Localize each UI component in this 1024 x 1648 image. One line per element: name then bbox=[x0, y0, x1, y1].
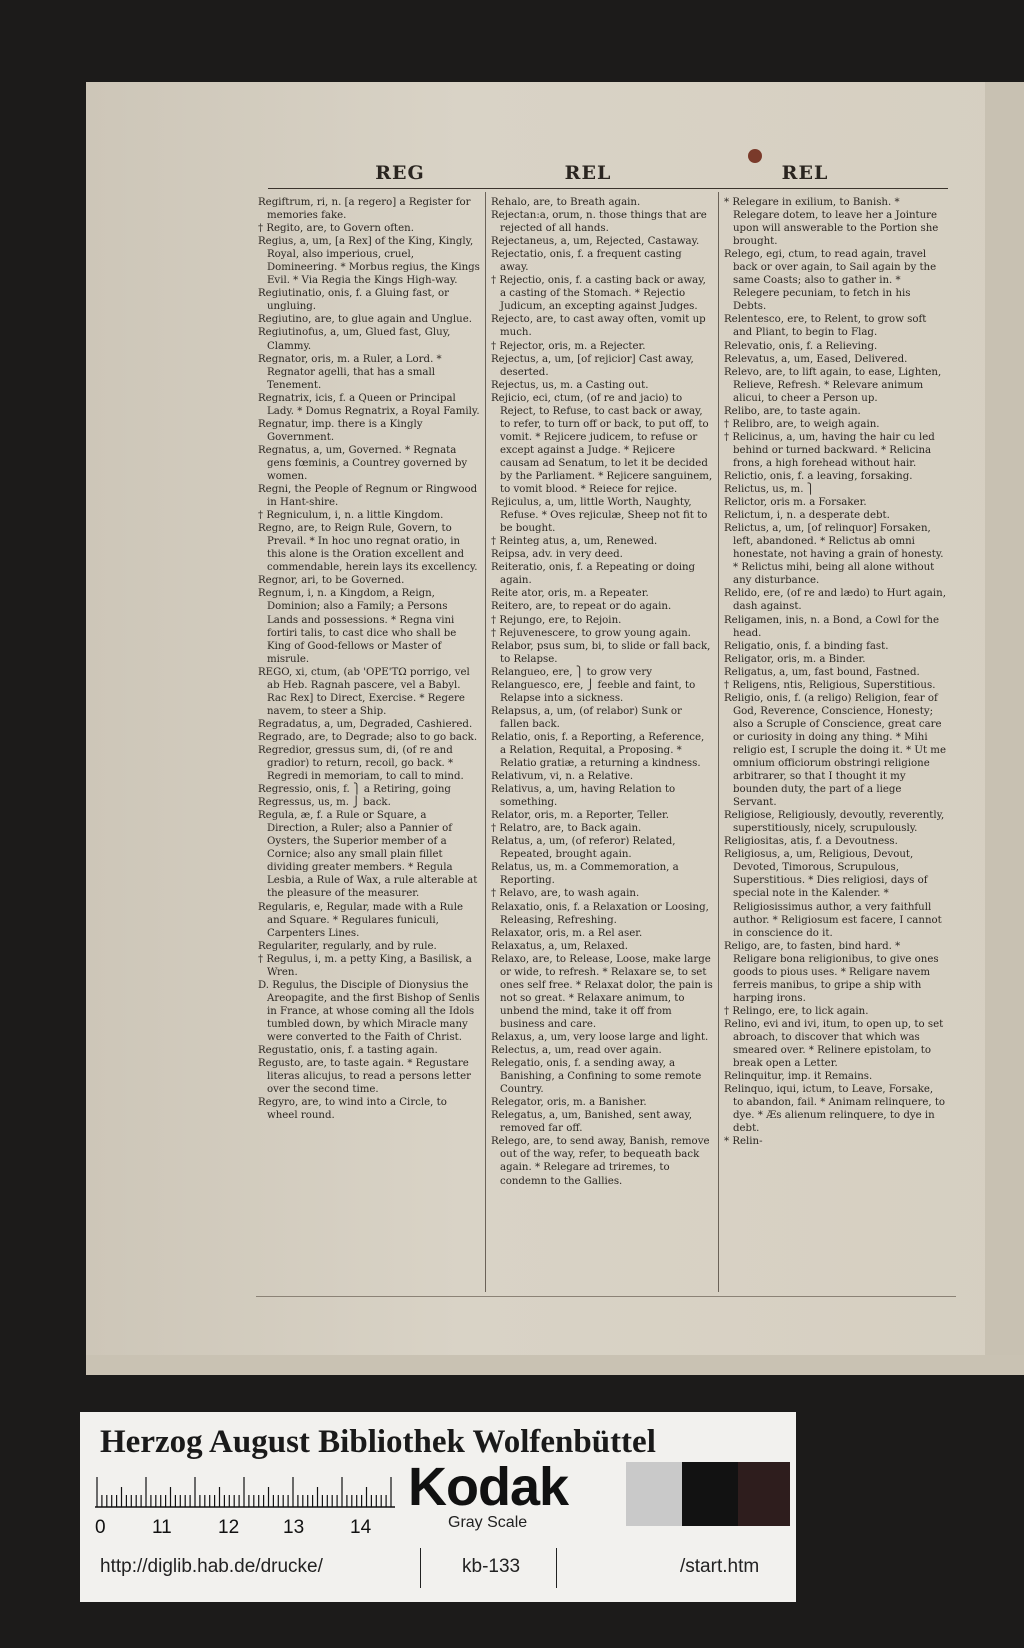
separator bbox=[420, 1548, 421, 1588]
dictionary-entry: Relaxatio, onis, f. a Relaxation or Loosing, Releasing, Refreshing. bbox=[491, 901, 709, 926]
dictionary-entry: Regni, the People of Regnum or Ringwood in Hant-shire. bbox=[258, 484, 478, 509]
dictionary-entry: Regnatrix, icis, f. a Queen or Principal Lady. * Domus Regnatrix, a Royal Family. bbox=[258, 392, 480, 417]
dictionary-entry: Religatio, onis, f. a binding fast. bbox=[724, 640, 889, 652]
dictionary-entry: † Reinteg atus, a, um, Renewed. bbox=[491, 536, 658, 548]
gray-patch-light bbox=[626, 1462, 682, 1526]
ruler-number: 13 bbox=[283, 1517, 305, 1538]
dictionary-entry: Relictio, onis, f. a leaving, forsaking. bbox=[724, 470, 913, 482]
dictionary-entry: Rejectus, us, m. a Casting out. bbox=[491, 379, 649, 391]
dictionary-entry: Regulariter, regularly, and by rule. bbox=[258, 940, 437, 952]
dictionary-entry: Relatus, a, um, (of referor) Related, Repeated, brought again. bbox=[491, 836, 676, 861]
dictionary-entry: Regressio, onis, f. ⎫ a Retiring, going bbox=[258, 784, 451, 796]
dictionary-entry: REGO, xi, ctum, (ab 'OPE'TΩ porrigo, vel ab Heb. Ragnah pascere, vel a Babyl. Rac Rex] to Direct, Exercise. * Regere navem, to steer a Ship. bbox=[258, 666, 470, 717]
gray-patch-dark bbox=[682, 1462, 738, 1526]
dictionary-entry: Relevo, are, to lift again, to ease, Lighten, Relieve, Refresh. * Relevare animum alicui, to cheer a Person up. bbox=[724, 366, 942, 404]
dictionary-entry: Regno, are, to Reign Rule, Govern, to Prevail. * In hoc uno regnat oratio, in this alone is the Oration excellent and commendable, herein lays its excellency. bbox=[258, 523, 478, 574]
dictionary-entry: Religator, oris, m. a Binder. bbox=[724, 653, 866, 665]
dictionary-entry: † Rejungo, ere, to Rejoin. bbox=[491, 614, 622, 626]
dictionary-entry: Relentesco, ere, to Relent, to grow soft and Pliant, to begin to Flag. bbox=[724, 314, 927, 339]
dictionary-entry: Regradatus, a, um, Degraded, Cashiered. bbox=[258, 718, 473, 730]
dictionary-entry: Rejecto, are, to cast away often, vomit up much. bbox=[491, 314, 706, 339]
header-rule bbox=[268, 188, 948, 189]
dictionary-entry: Regnator, oris, m. a Ruler, a Lord. * Regnator agelli, that has a small Tenement. bbox=[258, 353, 442, 391]
column-divider bbox=[485, 192, 486, 1292]
dictionary-entry: Relaxo, are, to Release, Loose, make large or wide, to refresh. * Relaxare se, to set ones self free. * Relaxat dolor, the pain is not so great. * Relaxare animum, to unbend the mind, take it off from business and care. bbox=[491, 953, 713, 1030]
dictionary-entry: Regusto, are, to taste again. * Regustare literas alicujus, to read a persons letter over the second time. bbox=[258, 1058, 472, 1096]
dictionary-entry: Regnatur, imp. there is a Kingly Government. bbox=[258, 418, 423, 443]
header-right: REL bbox=[781, 162, 829, 184]
dictionary-entry: Relictus, a, um, [of relinquor] Forsaken, left, abandoned. * Relictus ab omni honestate, not having a grain of honesty. * Relictus mihi, being all alone without any disturbance. bbox=[724, 523, 944, 587]
dictionary-entry: Religamen, inis, n. a Bond, a Cowl for the head. bbox=[724, 614, 940, 639]
ruler-number: 12 bbox=[218, 1517, 240, 1538]
dictionary-entry: Relegatio, onis, f. a sending away, a Banishing, a Confining to some remote Country. bbox=[491, 1058, 702, 1096]
column-right bbox=[724, 196, 946, 1304]
dictionary-entry: † Rejectio, onis, f. a casting back or away, a casting of the Stomach. * Rejectio Judicum, an excepting against Judges. bbox=[491, 275, 706, 313]
dictionary-entry: Relanguesco, ere, ⎭ feeble and faint, to Relapse into a sickness. bbox=[491, 679, 696, 704]
ink-spot bbox=[748, 149, 762, 163]
dictionary-entry: Relibo, are, to taste again. bbox=[724, 405, 861, 417]
dictionary-entry: † Regniculum, i, n. a little Kingdom. bbox=[258, 510, 444, 522]
dictionary-entry: Regula, æ, f. a Rule or Square, a Direction, a Ruler; also a Pannier of Oysters, the Superior member of a Cornice; also any small plain fillet dividing greater members. * Regula Lesbia, a Rule of Wax, a rule alterable at the pleasure of the measurer. bbox=[258, 810, 478, 900]
dictionary-entry: Reiteratio, onis, f. a Repeating or doing again. bbox=[491, 562, 696, 587]
dictionary-entry: Relictum, i, n. a desperate debt. bbox=[724, 510, 890, 522]
header-left: REG bbox=[375, 162, 425, 184]
separator bbox=[556, 1548, 557, 1588]
dictionary-entry: Regnor, ari, to be Governed. bbox=[258, 575, 405, 587]
dictionary-entry: † Relibro, are, to weigh again. bbox=[724, 418, 880, 430]
dictionary-entry: * Relin- bbox=[724, 1136, 763, 1148]
dictionary-entry: Religiose, Religiously, devoutly, reverently, superstitiously, nicely, scrupulously. bbox=[724, 810, 945, 835]
dictionary-entry: Relativum, vi, n. a Relative. bbox=[491, 771, 634, 783]
ruler-number: 11 bbox=[152, 1517, 172, 1538]
dictionary-entry: Rejicio, eci, ctum, (of re and jacio) to Reject, to Refuse, to cast back or away, to refer, to turn off or back, to put off, to vomit. * Rejicere judicem, to refuse or except against a Judge. * Rejicere causam ad Senatum, to let it be decided by the Parliament. * Rejicere sanguinem, to vomit blood. * Reiece for rejice. bbox=[491, 392, 713, 496]
dictionary-entry: Relevatus, a, um, Eased, Delivered. bbox=[724, 353, 908, 365]
dictionary-entry: Regressus, us, m. ⎭ back. bbox=[258, 797, 391, 809]
dictionary-entry: Relangueo, ere, ⎫ to grow very bbox=[491, 666, 652, 678]
dictionary-entry: Reipsa, adv. in very deed. bbox=[491, 549, 623, 561]
dictionary-entry: Relinquitur, imp. it Remains. bbox=[724, 1071, 873, 1083]
dictionary-entry: Relatio, onis, f. a Reporting, a Reference, a Relation, Requital, a Proposing. * Relatio gratiæ, a returning a kindness. bbox=[491, 731, 705, 770]
dictionary-entry: Relegator, oris, m. a Banisher. bbox=[491, 1097, 647, 1109]
library-title: Herzog August Bibliothek Wolfenbüttel bbox=[100, 1424, 656, 1460]
dictionary-entry: Relino, evi and ivi, itum, to open up, to set abroach, to discover that which was smeared over. * Relinere epistolam, to break open a Letter. bbox=[724, 1018, 944, 1070]
ruler-number: 0 bbox=[95, 1517, 106, 1538]
dictionary-entry: † Regito, are, to Govern often. bbox=[258, 223, 414, 235]
dictionary-entry: Regiftrum, ri, n. [a regero] a Register for memories fake. bbox=[258, 197, 471, 222]
start-page-path: /start.htm bbox=[680, 1556, 760, 1577]
dictionary-entry: Relinquo, iqui, ictum, to Leave, Forsake, to abandon, fail. * Animam relinquere, to dye. * Æs alienum relinquere, to dye in debt. bbox=[724, 1084, 946, 1135]
facing-page-edge bbox=[985, 82, 1024, 1372]
dictionary-entry: Rejectatio, onis, f. a frequent casting away. bbox=[491, 249, 682, 274]
column-middle bbox=[491, 196, 713, 1304]
dictionary-entry: † Regulus, i, m. a petty King, a Basilisk, a Wren. bbox=[258, 953, 472, 978]
dictionary-entry: Relegatus, a, um, Banished, sent away, removed far off. bbox=[491, 1110, 693, 1135]
dictionary-entry: † Rejector, oris, m. a Rejecter. bbox=[491, 340, 646, 352]
dictionary-entry: Relapsus, a, um, (of relabor) Sunk or fallen back. bbox=[491, 705, 682, 730]
dictionary-entry: † Relingo, ere, to lick again. bbox=[724, 1005, 869, 1017]
dictionary-entry: Regiutinatio, onis, f. a Gluing fast, or ungluing. bbox=[258, 288, 450, 313]
dictionary-entry: Regyro, are, to wind into a Circle, to wheel round. bbox=[258, 1097, 447, 1122]
dictionary-entry: Relaxator, oris, m. a Rel aser. bbox=[491, 927, 643, 939]
dictionary-entry: Reite ator, oris, m. a Repeater. bbox=[491, 588, 649, 600]
page-bottom-edge bbox=[86, 1355, 1024, 1375]
shelf-code: kb-133 bbox=[462, 1556, 521, 1577]
kodak-logo: Kodak bbox=[408, 1457, 569, 1517]
scale-ruler bbox=[95, 1476, 395, 1508]
dictionary-entry: † Religens, ntis, Religious, Superstitious. bbox=[724, 679, 936, 691]
header-middle: REL bbox=[564, 162, 612, 184]
dictionary-entry: Relabor, psus sum, bi, to slide or fall back, to Relapse. bbox=[491, 640, 711, 665]
dictionary-entry: Religio, onis, f. (a religo) Religion, fear of God, Reverence, Conscience, Honesty; also a Scruple of Conscience, great care or curiosity in doing any thing. * Mihi religio est, I scruple the doing it. * Ut me omnium officiorum obstringi religione arbitrarer, so that I thought it my bounden duty, the part of a liege Servant. bbox=[724, 692, 946, 809]
grayscale-label: Gray Scale bbox=[448, 1514, 528, 1531]
dictionary-entry: D. Regulus, the Disciple of Dionysius the Areopagite, and the first Bishop of Senlis in France, at whose coming all the Idols tumbled down, by which Miracle many were converted to the Faith of Christ. bbox=[258, 979, 480, 1043]
dictionary-entry: Relego, egi, ctum, to read again, travel back or over again, to Sail again by the same Coasts; also to gather in. * Relegere pecuniam, to fetch in his Debts. bbox=[724, 249, 937, 313]
dictionary-entry: Relator, oris, m. a Reporter, Teller. bbox=[491, 810, 670, 822]
dictionary-entry: Rejiculus, a, um, little Worth, Naughty, Refuse. * Oves rejiculæ, Sheep not fit to be bought. bbox=[491, 497, 708, 535]
gray-patch-darkest bbox=[738, 1462, 790, 1526]
dictionary-entry: Relido, ere, (of re and lædo) to Hurt again, dash against. bbox=[724, 588, 946, 613]
dictionary-entry: Religiosus, a, um, Religious, Devout, Devoted, Timorous, Scrupulous, Superstitious. * Dies religiosi, days of special note in the Kalender. * Religiosissimus author, a very faithfull author. * Religiosum est facere, I cannot in conscience do it. bbox=[724, 849, 942, 939]
dictionary-entry: Rehalo, are, to Breath again. bbox=[491, 197, 641, 208]
dictionary-entry: Rejectaneus, a, um, Rejected, Castaway. bbox=[491, 236, 700, 248]
dictionary-entry: Regrado, are, to Degrade; also to go back. bbox=[258, 731, 478, 743]
dictionary-entry: Religiositas, atis, f. a Devoutness. bbox=[724, 836, 898, 848]
dictionary-entry: † Relatro, are, to Back again. bbox=[491, 823, 642, 835]
dictionary-entry: Regnatus, a, um, Governed. * Regnata gens fœminis, a Countrey governed by women. bbox=[258, 444, 468, 482]
dictionary-entry: * Relegare in exilium, to Banish. * Relegare dotem, to leave her a Jointure upon will answerable to the Portion she brought. bbox=[724, 197, 939, 248]
dictionary-entry: Religo, are, to fasten, bind hard. * Religare bona religionibus, to give ones goods to pious uses. * Religare navem ferreis manibus, to gripe a ship with harping irons. bbox=[724, 940, 939, 1004]
column-left bbox=[258, 196, 480, 1304]
dictionary-entry: Regiutino, are, to glue again and Unglue. bbox=[258, 314, 472, 326]
dictionary-entry: Relativus, a, um, having Relation to something. bbox=[491, 784, 676, 809]
dictionary-entry: Relatus, us, m. a Commemoration, a Reporting. bbox=[491, 862, 679, 887]
dictionary-entry: Relaxus, a, um, very loose large and light. bbox=[491, 1032, 709, 1043]
dictionary-entry: Relevatio, onis, f. a Relieving. bbox=[724, 340, 878, 352]
dictionary-entry: Religatus, a, um, fast bound, Fastned. bbox=[724, 666, 920, 678]
dictionary-entry: Regiutinofus, a, um, Glued fast, Gluy, Clammy. bbox=[258, 327, 451, 352]
digital-library-url: http://diglib.hab.de/drucke/ bbox=[100, 1556, 323, 1577]
dictionary-entry: Regnum, i, n. a Kingdom, a Reign, Dominion; also a Family; a Persons Lands and possessions. * Regna vini fortiri talis, to cast dice who shall be King of Good-fellows or Master of misrule. bbox=[258, 588, 457, 665]
dictionary-entry: Reitero, are, to repeat or do again. bbox=[491, 601, 672, 613]
ruler-number: 14 bbox=[350, 1517, 372, 1538]
dictionary-entry: Relaxatus, a, um, Relaxed. bbox=[491, 940, 629, 952]
dictionary-entry: Regius, a, um, [a Rex] of the King, Kingly, Royal, also imperious, cruel, Domineering. * Morbus regius, the Kings Evil. * Via Regia the Kings High-way. bbox=[258, 236, 480, 287]
dictionary-entry: Relego, are, to send away, Banish, remove out of the way, refer, to bequeath back again. * Relegare ad triremes, to condemn to the Gallies. bbox=[491, 1136, 710, 1187]
dictionary-entry: Regustatio, onis, f. a tasting again. bbox=[258, 1045, 438, 1057]
dictionary-entry: Relectus, a, um, read over again. bbox=[491, 1045, 662, 1057]
dictionary-entry: Regularis, e, Regular, made with a Rule and Square. * Regulares funiculi, Carpenters Lines. bbox=[258, 901, 464, 939]
dictionary-entry: Rejectan:a, orum, n. those things that are rejected of all hands. bbox=[491, 210, 707, 235]
dictionary-entry: Regredior, gressus sum, di, (of re and gradior) to return, recoil, go back. * Regredi in memoriam, to call to mind. bbox=[258, 744, 464, 783]
dictionary-entry: † Relavo, are, to wash again. bbox=[491, 888, 640, 900]
dictionary-entry: Rejectus, a, um, [of rejicior] Cast away, deserted. bbox=[491, 353, 694, 378]
dictionary-entry: † Rejuvenescere, to grow young again. bbox=[491, 627, 691, 639]
dictionary-entry: Relictus, us, m. ⎫ bbox=[724, 484, 815, 496]
dictionary-entry: † Relicinus, a, um, having the hair cu led behind or turned backward. * Relicina frons, a high forehead without hair. bbox=[724, 431, 935, 469]
bottom-rule bbox=[256, 1296, 956, 1297]
dictionary-entry: Relictor, oris m. a Forsaker. bbox=[724, 497, 867, 509]
column-divider bbox=[718, 192, 719, 1292]
